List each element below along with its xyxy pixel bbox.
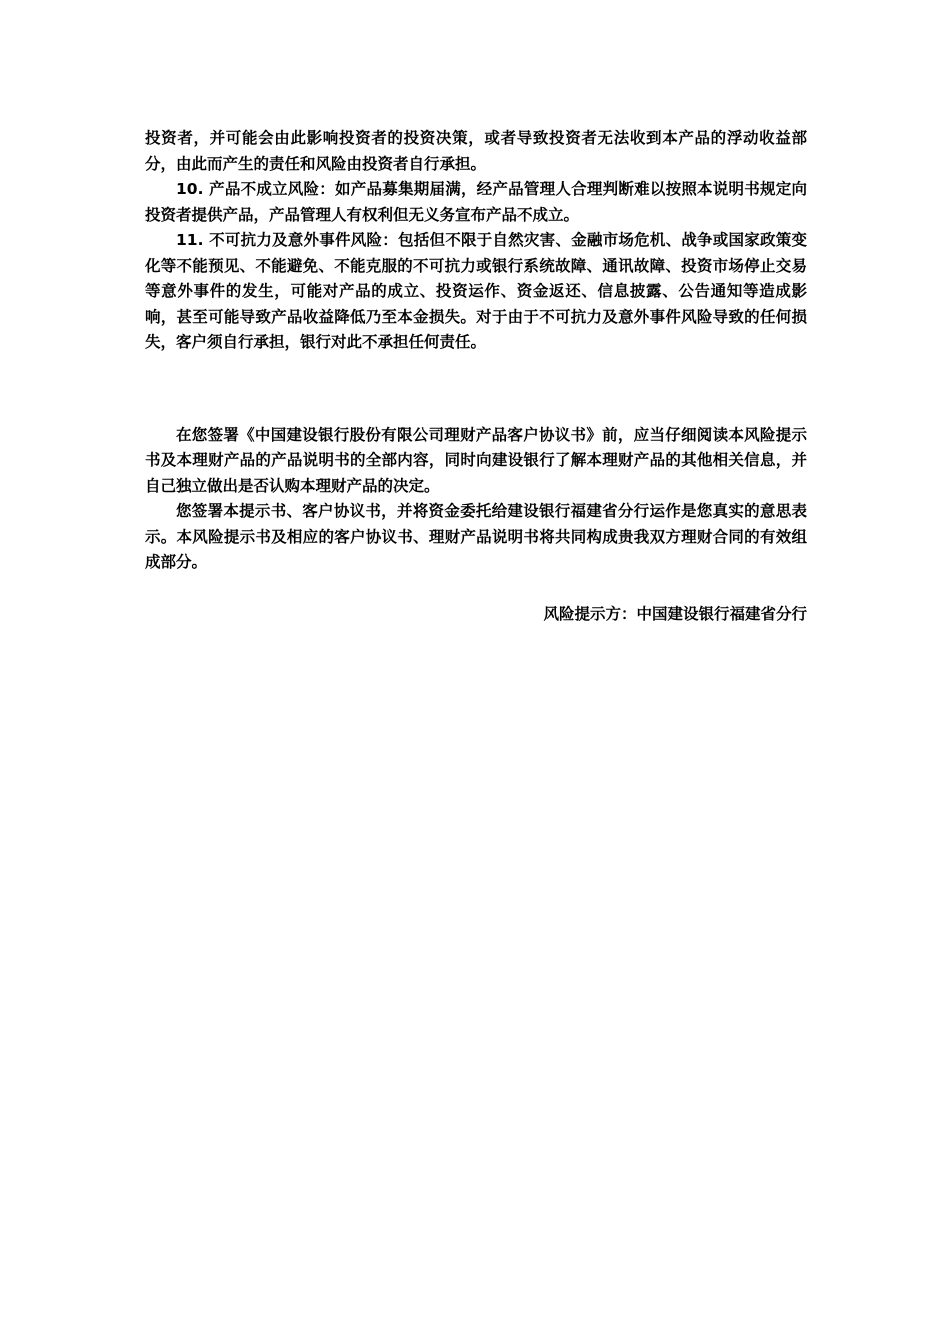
risk-item-11: 11. 不可抗力及意外事件风险：包括但不限于自然灾害、金融市场危机、战争或国家政策变化等不能预见、不能避免、不能克服的不可抗力或银行系统故障、通讯故障、投资市场停止交易等意外事件的发生，可能对产品的成立、投资运作、资金返还、信息披露、公告通知等造成影响，甚至可能导致产品收益降低乃至本金损失。对于由于不可抗力及意外事件风险导致的任何损失，客户须自行承担，银行对此不承担任何责任。 xyxy=(145,231,807,351)
signature-spacer xyxy=(145,576,807,602)
risk-paragraph-continuation: 投资者，并可能会由此影响投资者的投资决策，或者导致投资者无法收到本产品的浮动收益部分，由此而产生的责任和风险由投资者自行承担。 xyxy=(145,129,807,173)
section-spacer xyxy=(145,356,807,423)
closing-paragraph-declaration: 您签署本提示书、客户协议书，并将资金委托给建设银行福建省分行运作是您真实的意思表示。本风险提示书及相应的客户协议书、理财产品说明书将共同构成贵我双方理财合同的有效组成部分。 xyxy=(145,502,807,571)
risk-item-10: 10. 产品不成立风险：如产品募集期届满，经产品管理人合理判断难以按照本说明书规定向投资者提供产品，产品管理人有权利但无义务宣布产品不成立。 xyxy=(145,180,807,224)
closing-paragraph-agreement: 在您签署《中国建设银行股份有限公司理财产品客户协议书》前，应当仔细阅读本风险提示书及本理财产品的产品说明书的全部内容，同时向建设银行了解本理财产品的其他相关信息，并自己独立做出是否认购本理财产品的决定。 xyxy=(145,425,807,495)
document-body xyxy=(145,126,807,627)
signature-line: 风险提示方：中国建设银行福建省分行 xyxy=(543,604,807,623)
